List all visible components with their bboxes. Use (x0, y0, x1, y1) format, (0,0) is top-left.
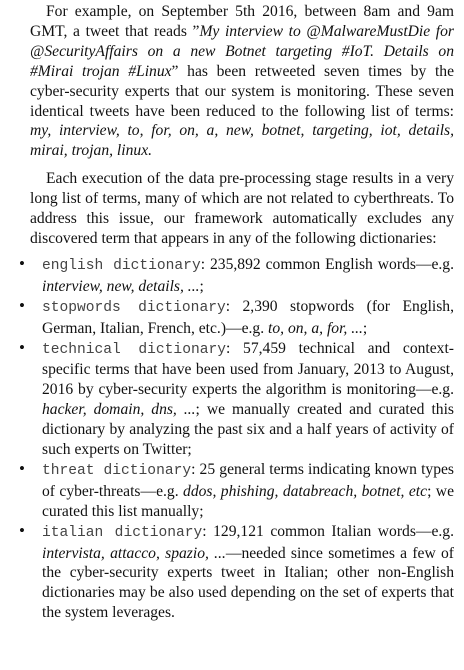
dictionary-desc: : 235,892 common English words—e.g. (200, 255, 454, 273)
bullet-icon: • (19, 337, 25, 357)
dictionary-name: technical dictionary (42, 341, 226, 358)
dictionary-desc: : 2,390 stopwords (for English, German, Italian, French, etc.)—e.g. (42, 297, 455, 337)
dictionary-desc-end: —needed since sometimes a few of the cyber-security experts tweet in Italian; other non-English dictionaries may be also used depending on the set of experts that the system leverages. (42, 544, 454, 622)
dictionary-list (19, 253, 455, 623)
tweet-quote: My interview to @MalwareMustDie for @SecurityAffairs on a new Botnet targeting #IoT. Details on #Mirai trojan #Linux (30, 22, 454, 80)
dictionary-examples: intervista, attacco, spazio, ... (42, 544, 226, 562)
list-item-italian (19, 520, 454, 624)
list-item-technical (19, 337, 454, 460)
dictionary-examples: hacker, domain, dns, ... (42, 401, 196, 419)
dictionary-examples: ddos, phishing, databreach, botnet, etc (183, 482, 428, 500)
list-item-english (19, 253, 454, 297)
dictionary-desc-end: ; we curated this list manually; (42, 482, 454, 520)
dictionary-desc: : 57,459 technical and context-specific terms that have been used from January, 2013 to August, 2016 by cyber-security experts the algorithm is monitoring—e.g. (42, 339, 454, 399)
example-text-a: For example, on September 5th 2016, between 8am and 9am GMT, a tweet that reads ” (30, 3, 454, 40)
list-item-stopwords (19, 295, 455, 339)
paragraph-dictionaries-intro: Each execution of the data pre-processing stage results in a very long list of terms, many of which are not related to cyberthreats. To address this issue, our framework automatically excludes any discovered term that appears in any of the following dictionaries: (30, 170, 454, 247)
term-list: my, interview, to, for, on, a, new, botnet, targeting, iot, details, mirai, trojan, linux. (30, 122, 454, 160)
dictionary-desc-end: ; (199, 277, 204, 295)
dictionary-name: stopwords dictionary (42, 299, 226, 316)
dictionary-examples: interview, new, details, ... (42, 277, 200, 295)
dictionary-desc-end: ; we manually created and curated this dictionary by analyzing the past six and a half years of activity of such experts on Twitter; (42, 401, 454, 459)
dictionary-name: italian dictionary (42, 524, 203, 541)
dictionary-desc: : 129,121 common Italian words—e.g. (202, 522, 454, 540)
bullet-icon: • (19, 295, 25, 315)
dictionary-name: english dictionary (42, 257, 201, 274)
bullet-icon: • (19, 520, 25, 540)
list-item-threat (19, 458, 454, 522)
dictionary-desc-end: ; (362, 319, 368, 337)
dictionary-desc: : 25 general terms indicating known types of cyber-threats—e.g. (42, 460, 454, 500)
bullet-icon: • (19, 458, 25, 478)
text-column (19, 2, 455, 623)
dictionary-examples: to, on, a, for, ... (268, 319, 363, 337)
dictionary-name: threat dictionary (42, 462, 192, 479)
bullet-icon: • (19, 253, 25, 273)
paragraph-example (30, 2, 454, 161)
example-text-b: ” has been retweeted seven times by the cyber-security experts that our system is monitoring. These seven identical tweets have been reduced to the following list of terms: (30, 62, 454, 120)
